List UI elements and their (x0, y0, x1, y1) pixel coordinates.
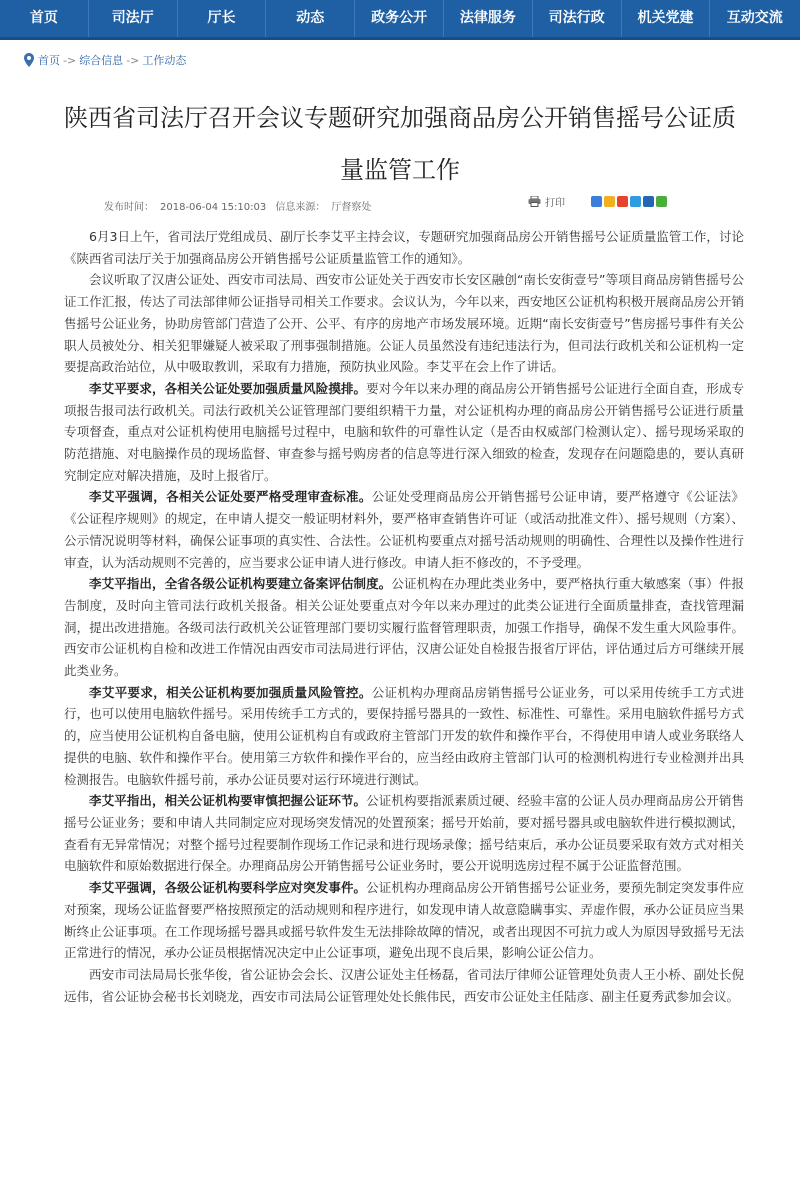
publish-time: 2018-06-04 15:10:03 (160, 202, 267, 213)
article-paragraph: 李艾平强调，各相关公证处要严格受理审查标准。公证处受理商品房公开销售摇号公证申请，要严格遵守《公证法》《公证程序规则》的规定，在申请人提交一般证明材料外，要严格审查销售许可证（或活动批准文件）、摇号规则（方案）、公示情况说明等材料，确保公证事项的真实性、合法性。公证机构要重点对摇号活动规则的明确性、合理性以及操作性进行审查，认为活动规则不完善的，应当要求公证申请人进行修改。申请人拒不修改的，不予受理。 (64, 489, 744, 570)
publish-time-label: 发布时间： (104, 202, 154, 213)
article-paragraph: 西安市司法局局长张华俊，省公证协会会长、汉唐公证处主任杨磊，省司法厅律师公证管理处负责人王小桥、副处长倪远伟，省公证协会秘书长刘晓龙，西安市司法局公证管理处处长熊伟民，西安市公证处主任陆彦、副主任夏秀武参加会议。 (64, 966, 744, 1004)
breadcrumb-home[interactable]: 首页 (38, 54, 60, 67)
share-plus-icon[interactable] (591, 196, 602, 207)
share-renren-icon[interactable] (643, 196, 654, 207)
breadcrumb-work-news[interactable]: 工作动态 (142, 54, 187, 67)
nav-item-legal-services[interactable]: 法律服务 (444, 0, 533, 37)
nav-item-party-building[interactable]: 机关党建 (622, 0, 711, 37)
nav-item-news[interactable]: 动态 (266, 0, 355, 37)
article-paragraph: 李艾平指出，全省各级公证机构要建立备案评估制度。公证机构在办理此类业务中，要严格执行重大敏感案（事）件报告制度，及时向主管司法行政机关报备。相关公证处要重点对今年以来办理过的此类公证进行全面质量排查，查找管理漏洞，提出改进措施。各级司法行政机关公证管理部门要切实履行监督管理职责，加强工作指导，确保不发生重大风险事件。西安市公证机构自检和改进工作情况由西安市司法局进行评估，汉唐公证处自检报告报省厅评估，评估通过后方可继续开展此类业务。 (64, 576, 744, 679)
location-pin-icon (24, 53, 34, 67)
breadcrumb-separator: -> (63, 53, 77, 67)
breadcrumb-general-info[interactable]: 综合信息 (79, 54, 124, 67)
nav-item-home[interactable]: 首页 (0, 0, 89, 37)
source-label: 信息来源： (275, 202, 326, 213)
article-meta (104, 198, 377, 213)
article-title: 陕西省司法厅召开会议专题研究加强商品房公开销售摇号公证质量监管工作 (64, 104, 736, 184)
article-paragraph: 6月3日上午，省司法厅党组成员、副厅长李艾平主持会议，专题研究加强商品房公开销售摇号公证质量监管工作，讨论《陕西省司法厅关于加强商品房公开销售摇号公证质量监管工作的通知》。 (64, 229, 744, 266)
nav-item-interaction[interactable]: 互动交流 (726, 10, 783, 26)
share-wechat-icon[interactable] (656, 196, 667, 207)
nav-item-judicial-admin[interactable]: 司法行政 (533, 0, 622, 37)
share-qzone-icon[interactable] (604, 196, 615, 207)
share-bar (591, 196, 667, 207)
breadcrumb-separator: -> (126, 53, 140, 67)
printer-icon (528, 196, 541, 207)
top-navigation (0, 0, 800, 40)
nav-item-gov-affairs[interactable]: 政务公开 (355, 0, 444, 37)
share-tqq-icon[interactable] (630, 196, 641, 207)
source: 厅督察处 (331, 202, 372, 213)
article-paragraph: 李艾平强调，各级公证机构要科学应对突发事件。公证机构办理商品房公开销售摇号公证业务，要预先制定突发事件应对预案，现场公证监督要严格按照预定的活动规则和程序进行，如发现申请人故意隐瞒事实、弄虚作假，承办公证员应当果断终止公证事项。在工作现场摇号器具或摇号软件发生无法排除故障的情况，或者出现因不可抗力或人为原因导致摇号无法正常进行的情况，承办公证员根据情况决定中止公证事项，避免出现不良后果，影响公证公信力。 (64, 880, 744, 961)
article-paragraph: 李艾平要求，各相关公证处要加强质量风险摸排。要对今年以来办理的商品房公开销售摇号公证进行全面自查，形成专项报告报司法行政机关。司法行政机关公证管理部门要组织精干力量，对公证机构办理的商品房公开销售摇号公证进行质量专项督查，重点对公证机构使用电脑摇号过程中，电脑和软件的可靠性认定（是否由权威部门检测认定）、摇号现场采取的防范措施、对电脑操作员的现场监督、审查参与摇号购房者的信息等进行深入细致的检查，发现存在问题隐患的，要认真研究制定应对解决措施，及时上报省厅。 (64, 380, 744, 483)
share-weibo-icon[interactable] (617, 196, 628, 207)
article-paragraph: 会议听取了汉唐公证处、西安市司法局、西安市公证处关于西安市长安区融创“南长安街壹号”等项目商品房销售摇号公证工作汇报，传达了司法部律师公证指导司相关工作要求。会议认为，今年以来，西安地区公证机构积极开展商品房公开销售摇号公证业务，协助房管部门营造了公开、公平、有序的房地产市场发展环境。近期“南长安街壹号”售房摇号事件有关公职人员被处分、相关犯罪嫌疑人被采取了刑事强制措施。公证人员虽然没有违纪违法行为，但司法行政机关和公证机构一定要提高政治站位，从中吸取教训，采取有力措施，预防执业风险。李艾平在会上作了讲话。 (64, 272, 744, 375)
print-button[interactable] (528, 194, 565, 209)
article-paragraph: 李艾平指出，相关公证机构要审慎把握公证环节。公证机构要指派素质过硬、经验丰富的公证人员办理商品房公开销售摇号公证业务；要和申请人共同制定应对现场突发情况的处置预案；摇号开始前，要对摇号器具或电脑软件进行模拟测试，查看有无异常情况；对整个摇号过程要制作现场工作记录和进行现场录像；摇号结束后，承办公证员要采取有效方式对相关电脑软件和原始数据进行保全。办理商品房公开销售摇号公证业务时，要公开说明选房过程不属于公证监督范围。 (64, 793, 744, 874)
nav-item-department[interactable]: 司法厅 (89, 0, 178, 37)
print-label: 打印 (545, 198, 565, 209)
article-body (64, 226, 744, 1007)
breadcrumb (24, 52, 186, 68)
article-paragraph: 李艾平要求，相关公证机构要加强质量风险管控。公证机构办理商品房销售摇号公证业务，可以采用传统手工方式进行，也可以使用电脑软件摇号。采用传统手工方式的，要保持摇号器具的一致性、标准性、可靠性。采用电脑软件摇号方式的，应当使用公证机构自备电脑，使用公证机构自有或政府主管部门开发的软件和操作平台，不得使用申请人或业务联络人提供的电脑、软件和操作平台。使用第三方软件和操作平台的，应当经由政府主管部门认可的检测机构进行专业检测并出具检测报告。电脑软件摇号前，承办公证员要对运行环境进行测试。 (64, 684, 744, 787)
nav-item-director[interactable]: 厅长 (178, 0, 267, 37)
